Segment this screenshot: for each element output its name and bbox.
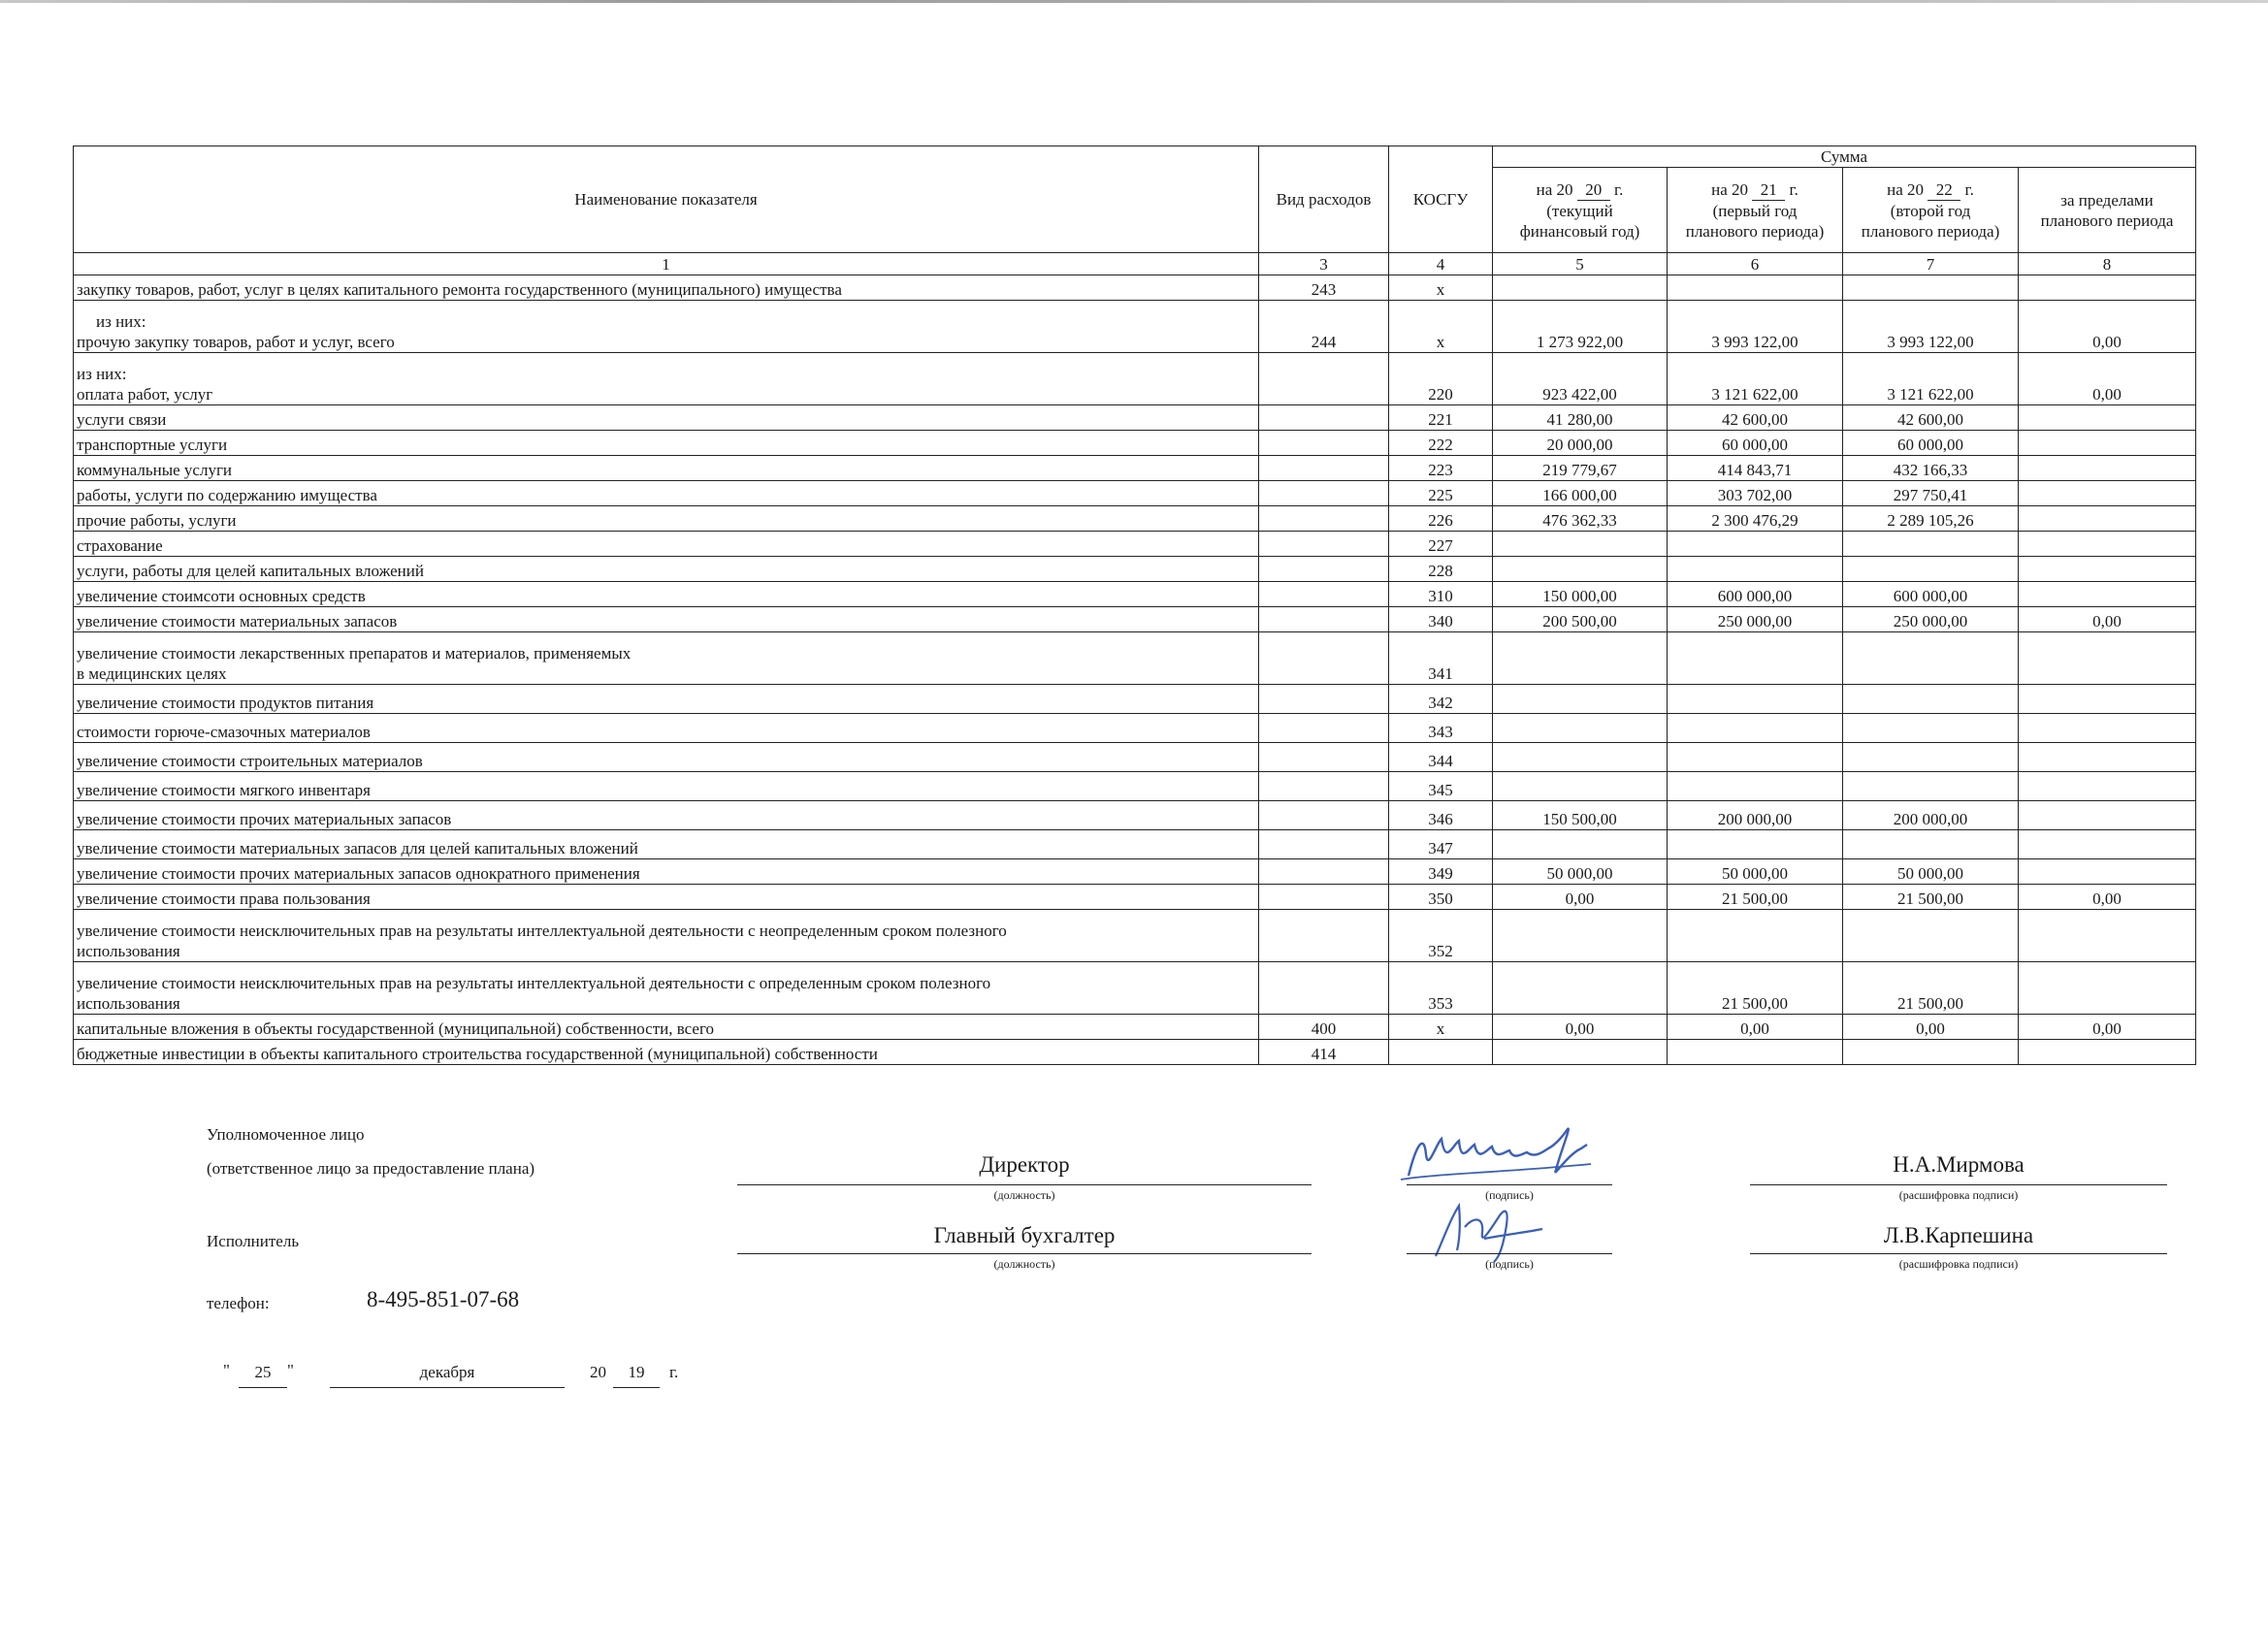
table-row bbox=[74, 743, 2196, 772]
row-value-current-year: 20 000,00 bbox=[1493, 431, 1668, 456]
colnum-cell: 1 bbox=[74, 253, 1259, 275]
table-row bbox=[74, 582, 2196, 607]
director-position-line bbox=[737, 1184, 1312, 1185]
row-kosgu: 343 bbox=[1389, 714, 1493, 743]
row-value-beyond-plan: 0,00 bbox=[2019, 607, 2196, 632]
row-name-text: увеличение стоимости материальных запасов bbox=[77, 612, 398, 630]
row-vid bbox=[1259, 456, 1389, 481]
row-name bbox=[74, 431, 1259, 456]
executor-position-line bbox=[737, 1253, 1312, 1254]
row-kosgu: 345 bbox=[1389, 772, 1493, 801]
row-value-first-plan-year bbox=[1668, 910, 1843, 962]
decode-caption: (расшифровка подписи) bbox=[1898, 1257, 2019, 1271]
row-value-first-plan-year: 250 000,00 bbox=[1668, 607, 1843, 632]
executor-name: Л.В.Карпешина bbox=[1883, 1223, 2034, 1247]
row-vid bbox=[1259, 481, 1389, 506]
row-name bbox=[74, 557, 1259, 582]
row-value-current-year: 219 779,67 bbox=[1493, 456, 1668, 481]
table-row bbox=[74, 456, 2196, 481]
row-vid bbox=[1259, 743, 1389, 772]
row-value-beyond-plan bbox=[2019, 456, 2196, 481]
row-vid bbox=[1259, 885, 1389, 910]
signature-caption: (подпись) bbox=[1485, 1188, 1534, 1202]
row-value-first-plan-year: 21 500,00 bbox=[1668, 885, 1843, 910]
row-value-first-plan-year bbox=[1668, 772, 1843, 801]
row-name bbox=[74, 481, 1259, 506]
row-name bbox=[74, 830, 1259, 859]
row-value-second-plan-year: 60 000,00 bbox=[1843, 431, 2019, 456]
table-row bbox=[74, 532, 2196, 557]
row-kosgu: 347 bbox=[1389, 830, 1493, 859]
row-vid bbox=[1259, 685, 1389, 714]
row-value-first-plan-year: 60 000,00 bbox=[1668, 431, 1843, 456]
row-value-second-plan-year: 600 000,00 bbox=[1843, 582, 2019, 607]
row-value-current-year bbox=[1493, 275, 1668, 301]
row-value-beyond-plan bbox=[2019, 830, 2196, 859]
row-value-first-plan-year bbox=[1668, 830, 1843, 859]
row-kosgu: 342 bbox=[1389, 685, 1493, 714]
row-name bbox=[74, 859, 1259, 885]
row-value-current-year: 1 273 922,00 bbox=[1493, 301, 1668, 353]
row-value-first-plan-year: 200 000,00 bbox=[1668, 801, 1843, 830]
row-value-current-year bbox=[1493, 532, 1668, 557]
row-value-second-plan-year: 3 121 622,00 bbox=[1843, 353, 2019, 405]
row-name bbox=[74, 772, 1259, 801]
row-value-second-plan-year: 250 000,00 bbox=[1843, 607, 2019, 632]
row-value-first-plan-year: 303 702,00 bbox=[1668, 481, 1843, 506]
authorized-note: (ответственное лицо за предоставление плана) bbox=[207, 1159, 535, 1178]
row-value-second-plan-year: 2 289 105,26 bbox=[1843, 506, 2019, 532]
colnum-cell: 7 bbox=[1843, 253, 2019, 275]
row-name-prefix: увеличение стоимости лекарственных препаратов и материалов, применяемых bbox=[77, 644, 632, 663]
table-row bbox=[74, 714, 2196, 743]
row-value-second-plan-year bbox=[1843, 685, 2019, 714]
table-row bbox=[74, 830, 2196, 859]
row-value-first-plan-year: 3 993 122,00 bbox=[1668, 301, 1843, 353]
table-row bbox=[74, 685, 2196, 714]
row-value-beyond-plan bbox=[2019, 481, 2196, 506]
row-value-second-plan-year: 200 000,00 bbox=[1843, 801, 2019, 830]
row-value-second-plan-year bbox=[1843, 1040, 2019, 1065]
row-value-current-year bbox=[1493, 557, 1668, 582]
executor-position: Главный бухгалтер bbox=[933, 1223, 1116, 1247]
row-vid bbox=[1259, 962, 1389, 1015]
row-value-beyond-plan bbox=[2019, 859, 2196, 885]
row-name-text: увеличение стоимости прочих материальных запасов однократного применения bbox=[77, 864, 640, 883]
row-kosgu: 220 bbox=[1389, 353, 1493, 405]
row-value-beyond-plan bbox=[2019, 772, 2196, 801]
row-value-current-year bbox=[1493, 830, 1668, 859]
row-name bbox=[74, 1040, 1259, 1065]
column-number-row bbox=[74, 253, 2196, 275]
executor-signature-image bbox=[1416, 1188, 1571, 1266]
row-name-text: услуги связи bbox=[77, 410, 167, 429]
row-vid bbox=[1259, 910, 1389, 962]
signature-caption: (подпись) bbox=[1485, 1257, 1534, 1271]
row-kosgu: 340 bbox=[1389, 607, 1493, 632]
row-name-prefix: из них: bbox=[77, 365, 127, 383]
date-year-prefix: 20 bbox=[590, 1363, 606, 1381]
row-kosgu: х bbox=[1389, 1015, 1493, 1040]
row-value-current-year: 50 000,00 bbox=[1493, 859, 1668, 885]
row-name bbox=[74, 456, 1259, 481]
row-name-text: увеличение стоимсоти основных средств bbox=[77, 587, 366, 605]
row-vid bbox=[1259, 582, 1389, 607]
row-name-text: капитальные вложения в объекты государственной (муниципальной) собственности, всего bbox=[77, 1019, 715, 1038]
colnum-cell: 6 bbox=[1668, 253, 1843, 275]
colnum-cell: 5 bbox=[1493, 253, 1668, 275]
row-vid bbox=[1259, 405, 1389, 431]
row-name-text: прочие работы, услуги bbox=[77, 511, 237, 530]
table-row bbox=[74, 405, 2196, 431]
table-row bbox=[74, 885, 2196, 910]
row-value-second-plan-year: 3 993 122,00 bbox=[1843, 301, 2019, 353]
row-name-prefix: увеличение стоимости неисключительных прав на результаты интеллектуальной деятельности с неопределенным сроком полезного bbox=[77, 922, 1007, 940]
table-row bbox=[74, 557, 2196, 582]
row-value-current-year bbox=[1493, 685, 1668, 714]
row-value-second-plan-year bbox=[1843, 743, 2019, 772]
row-name-prefix: увеличение стоимости неисключительных прав на результаты интеллектуальной деятельности с определенным сроком полезного bbox=[77, 974, 991, 992]
row-value-beyond-plan: 0,00 bbox=[2019, 1015, 2196, 1040]
row-vid bbox=[1259, 353, 1389, 405]
row-value-first-plan-year bbox=[1668, 632, 1843, 685]
row-value-beyond-plan bbox=[2019, 743, 2196, 772]
date-year-line bbox=[613, 1387, 660, 1388]
date-quote-close: " bbox=[287, 1361, 294, 1379]
row-value-current-year bbox=[1493, 962, 1668, 1015]
date-month-line bbox=[330, 1387, 565, 1388]
table-row bbox=[74, 910, 2196, 962]
row-value-second-plan-year: 50 000,00 bbox=[1843, 859, 2019, 885]
row-value-second-plan-year: 297 750,41 bbox=[1843, 481, 2019, 506]
colnum-cell: 4 bbox=[1389, 253, 1493, 275]
row-kosgu: 310 bbox=[1389, 582, 1493, 607]
row-name bbox=[74, 743, 1259, 772]
header-year-2: на 20 21 г. (первый год планового периода) bbox=[1668, 168, 1843, 253]
row-name bbox=[74, 632, 1259, 685]
row-name bbox=[74, 532, 1259, 557]
row-name-text: стоимости горюче-смазочных материалов bbox=[77, 723, 371, 741]
row-value-first-plan-year bbox=[1668, 685, 1843, 714]
row-name-text: услуги, работы для целей капитальных вложений bbox=[77, 562, 424, 580]
row-name-text: увеличение стоимости мягкого инвентаря bbox=[77, 781, 372, 799]
row-kosgu: 226 bbox=[1389, 506, 1493, 532]
financial-plan-table bbox=[73, 146, 2196, 1065]
header-vid: Вид расходов bbox=[1259, 146, 1389, 253]
row-value-beyond-plan bbox=[2019, 801, 2196, 830]
row-name bbox=[74, 962, 1259, 1015]
row-value-beyond-plan bbox=[2019, 431, 2196, 456]
row-name bbox=[74, 1015, 1259, 1040]
row-kosgu: 352 bbox=[1389, 910, 1493, 962]
row-vid bbox=[1259, 532, 1389, 557]
row-name-text: работы, услуги по содержанию имущества bbox=[77, 486, 377, 504]
header-summa: Сумма bbox=[1493, 146, 2196, 168]
row-value-second-plan-year bbox=[1843, 632, 2019, 685]
row-vid bbox=[1259, 801, 1389, 830]
table-row bbox=[74, 481, 2196, 506]
table-row bbox=[74, 1015, 2196, 1040]
row-value-first-plan-year: 2 300 476,29 bbox=[1668, 506, 1843, 532]
row-value-beyond-plan bbox=[2019, 506, 2196, 532]
row-value-second-plan-year bbox=[1843, 275, 2019, 301]
table-row bbox=[74, 607, 2196, 632]
date-month: декабря bbox=[419, 1363, 475, 1381]
row-value-first-plan-year: 414 843,71 bbox=[1668, 456, 1843, 481]
row-vid bbox=[1259, 714, 1389, 743]
row-name bbox=[74, 353, 1259, 405]
row-value-beyond-plan bbox=[2019, 632, 2196, 685]
row-name-text: в медицинских целях bbox=[77, 664, 227, 683]
decode-caption: (расшифровка подписи) bbox=[1898, 1188, 2019, 1202]
row-name-text: увеличение стоимости материальных запасов для целей капитальных вложений bbox=[77, 839, 638, 857]
row-name bbox=[74, 506, 1259, 532]
row-value-beyond-plan bbox=[2019, 910, 2196, 962]
row-value-current-year bbox=[1493, 714, 1668, 743]
row-value-current-year bbox=[1493, 743, 1668, 772]
row-vid bbox=[1259, 557, 1389, 582]
row-value-beyond-plan bbox=[2019, 582, 2196, 607]
row-kosgu: 228 bbox=[1389, 557, 1493, 582]
row-vid bbox=[1259, 859, 1389, 885]
row-name bbox=[74, 685, 1259, 714]
row-value-second-plan-year: 21 500,00 bbox=[1843, 962, 2019, 1015]
phone-label: телефон: bbox=[207, 1294, 270, 1312]
row-kosgu: 353 bbox=[1389, 962, 1493, 1015]
row-kosgu: 221 bbox=[1389, 405, 1493, 431]
row-name-text: использования bbox=[77, 994, 180, 1013]
table-row bbox=[74, 301, 2196, 353]
row-vid bbox=[1259, 506, 1389, 532]
row-vid bbox=[1259, 607, 1389, 632]
table-row bbox=[74, 859, 2196, 885]
row-name bbox=[74, 910, 1259, 962]
row-value-first-plan-year: 3 121 622,00 bbox=[1668, 353, 1843, 405]
row-name bbox=[74, 885, 1259, 910]
date-day-line bbox=[239, 1387, 287, 1388]
row-value-beyond-plan bbox=[2019, 714, 2196, 743]
row-value-current-year: 0,00 bbox=[1493, 1015, 1668, 1040]
row-value-beyond-plan bbox=[2019, 557, 2196, 582]
phone-value: 8-495-851-07-68 bbox=[367, 1287, 520, 1311]
row-value-second-plan-year bbox=[1843, 830, 2019, 859]
row-kosgu bbox=[1389, 1040, 1493, 1065]
row-vid bbox=[1259, 772, 1389, 801]
row-value-second-plan-year bbox=[1843, 910, 2019, 962]
row-vid: 244 bbox=[1259, 301, 1389, 353]
row-name-text: увеличение стоимости строительных материалов bbox=[77, 752, 423, 770]
row-value-current-year bbox=[1493, 632, 1668, 685]
row-kosgu: 225 bbox=[1389, 481, 1493, 506]
row-value-second-plan-year bbox=[1843, 714, 2019, 743]
table-row bbox=[74, 1040, 2196, 1065]
director-signature-line bbox=[1407, 1184, 1612, 1185]
row-value-first-plan-year: 0,00 bbox=[1668, 1015, 1843, 1040]
row-value-beyond-plan: 0,00 bbox=[2019, 885, 2196, 910]
row-value-second-plan-year bbox=[1843, 557, 2019, 582]
row-name-text: оплата работ, услуг bbox=[77, 385, 213, 404]
row-value-second-plan-year bbox=[1843, 772, 2019, 801]
row-kosgu: 350 bbox=[1389, 885, 1493, 910]
position-caption: (должность) bbox=[993, 1257, 1055, 1271]
row-value-current-year: 41 280,00 bbox=[1493, 405, 1668, 431]
row-name-text: транспортные услуги bbox=[77, 436, 228, 454]
row-vid: 414 bbox=[1259, 1040, 1389, 1065]
row-value-beyond-plan bbox=[2019, 275, 2196, 301]
row-kosgu: 344 bbox=[1389, 743, 1493, 772]
position-caption: (должность) bbox=[993, 1188, 1055, 1202]
table-row bbox=[74, 431, 2196, 456]
header-year-1: на 20 20 г. (текущий финансовый год) bbox=[1493, 168, 1668, 253]
row-kosgu: 341 bbox=[1389, 632, 1493, 685]
executor-signature-line bbox=[1407, 1253, 1612, 1254]
row-value-current-year: 0,00 bbox=[1493, 885, 1668, 910]
row-value-first-plan-year: 600 000,00 bbox=[1668, 582, 1843, 607]
table-row bbox=[74, 506, 2196, 532]
row-name-text: страхование bbox=[77, 536, 163, 555]
row-value-current-year bbox=[1493, 772, 1668, 801]
date-day: 25 bbox=[254, 1363, 272, 1381]
row-value-second-plan-year: 0,00 bbox=[1843, 1015, 2019, 1040]
row-value-beyond-plan bbox=[2019, 405, 2196, 431]
row-vid bbox=[1259, 431, 1389, 456]
row-value-beyond-plan bbox=[2019, 962, 2196, 1015]
row-name bbox=[74, 607, 1259, 632]
row-name-text: увеличение стоимости прочих материальных запасов bbox=[77, 810, 452, 828]
date-year: 19 bbox=[628, 1363, 645, 1381]
row-value-current-year bbox=[1493, 910, 1668, 962]
table-row bbox=[74, 962, 2196, 1015]
row-value-current-year: 150 500,00 bbox=[1493, 801, 1668, 830]
row-value-beyond-plan bbox=[2019, 1040, 2196, 1065]
authorized-label: Уполномоченное лицо bbox=[207, 1125, 365, 1144]
row-value-current-year: 476 362,33 bbox=[1493, 506, 1668, 532]
row-value-current-year: 166 000,00 bbox=[1493, 481, 1668, 506]
row-value-beyond-plan bbox=[2019, 685, 2196, 714]
row-name bbox=[74, 582, 1259, 607]
director-name-line bbox=[1750, 1184, 2167, 1185]
row-name-text: увеличение стоимости продуктов питания bbox=[77, 694, 374, 712]
row-name-text: закупку товаров, работ, услуг в целях капитального ремонта государственного (муниципального) имущества bbox=[77, 280, 842, 299]
executor-label: Исполнитель bbox=[207, 1232, 300, 1250]
row-value-current-year bbox=[1493, 1040, 1668, 1065]
colnum-cell: 8 bbox=[2019, 253, 2196, 275]
table-row bbox=[74, 353, 2196, 405]
table-row bbox=[74, 632, 2196, 685]
row-name bbox=[74, 714, 1259, 743]
row-name bbox=[74, 405, 1259, 431]
row-kosgu: 227 bbox=[1389, 532, 1493, 557]
row-kosgu: 349 bbox=[1389, 859, 1493, 885]
row-kosgu: 222 bbox=[1389, 431, 1493, 456]
row-name-prefix: из них: bbox=[96, 312, 146, 331]
row-value-first-plan-year: 50 000,00 bbox=[1668, 859, 1843, 885]
director-signature-image bbox=[1397, 1116, 1649, 1193]
row-value-beyond-plan: 0,00 bbox=[2019, 353, 2196, 405]
row-value-current-year: 200 500,00 bbox=[1493, 607, 1668, 632]
row-value-first-plan-year bbox=[1668, 714, 1843, 743]
colnum-cell: 3 bbox=[1259, 253, 1389, 275]
header-beyond: за пределами планового периода bbox=[2019, 168, 2196, 253]
row-kosgu: х bbox=[1389, 301, 1493, 353]
row-value-first-plan-year bbox=[1668, 557, 1843, 582]
row-name-text: увеличение стоимости права пользования bbox=[77, 889, 371, 908]
row-vid: 400 bbox=[1259, 1015, 1389, 1040]
row-kosgu: х bbox=[1389, 275, 1493, 301]
director-name: Н.А.Мирмова bbox=[1893, 1152, 2025, 1177]
row-value-beyond-plan: 0,00 bbox=[2019, 301, 2196, 353]
row-kosgu: 346 bbox=[1389, 801, 1493, 830]
row-name-text: бюджетные инвестиции в объекты капитального строительства государственной (муниципальной) собственности bbox=[77, 1045, 878, 1063]
table-row bbox=[74, 275, 2196, 301]
header-name: Наименование показателя bbox=[74, 146, 1259, 253]
table-body bbox=[74, 275, 2196, 1065]
row-name-text: использования bbox=[77, 942, 180, 960]
row-value-first-plan-year bbox=[1668, 275, 1843, 301]
row-value-second-plan-year: 42 600,00 bbox=[1843, 405, 2019, 431]
row-value-second-plan-year: 21 500,00 bbox=[1843, 885, 2019, 910]
row-name bbox=[74, 301, 1259, 353]
executor-name-line bbox=[1750, 1253, 2167, 1254]
row-vid bbox=[1259, 830, 1389, 859]
row-value-first-plan-year bbox=[1668, 743, 1843, 772]
table-row bbox=[74, 772, 2196, 801]
date-quote-open: " bbox=[223, 1361, 230, 1379]
row-value-second-plan-year: 432 166,33 bbox=[1843, 456, 2019, 481]
header-kosgu: КОСГУ bbox=[1389, 146, 1493, 253]
row-vid bbox=[1259, 632, 1389, 685]
row-value-current-year: 923 422,00 bbox=[1493, 353, 1668, 405]
director-position: Директор bbox=[979, 1152, 1070, 1177]
row-value-first-plan-year bbox=[1668, 1040, 1843, 1065]
row-kosgu: 223 bbox=[1389, 456, 1493, 481]
row-name bbox=[74, 801, 1259, 830]
row-name-text: коммунальные услуги bbox=[77, 461, 233, 479]
header-year-3: на 20 22 г. (второй год планового периода) bbox=[1843, 168, 2019, 253]
row-value-first-plan-year bbox=[1668, 532, 1843, 557]
row-value-first-plan-year: 21 500,00 bbox=[1668, 962, 1843, 1015]
row-value-second-plan-year bbox=[1843, 532, 2019, 557]
row-name-text: прочую закупку товаров, работ и услуг, всего bbox=[77, 333, 395, 351]
row-value-current-year: 150 000,00 bbox=[1493, 582, 1668, 607]
row-vid: 243 bbox=[1259, 275, 1389, 301]
row-name bbox=[74, 275, 1259, 301]
date-suffix: г. bbox=[669, 1363, 679, 1381]
table-row bbox=[74, 801, 2196, 830]
scan-top-edge bbox=[0, 0, 2268, 3]
row-value-beyond-plan bbox=[2019, 532, 2196, 557]
row-value-first-plan-year: 42 600,00 bbox=[1668, 405, 1843, 431]
